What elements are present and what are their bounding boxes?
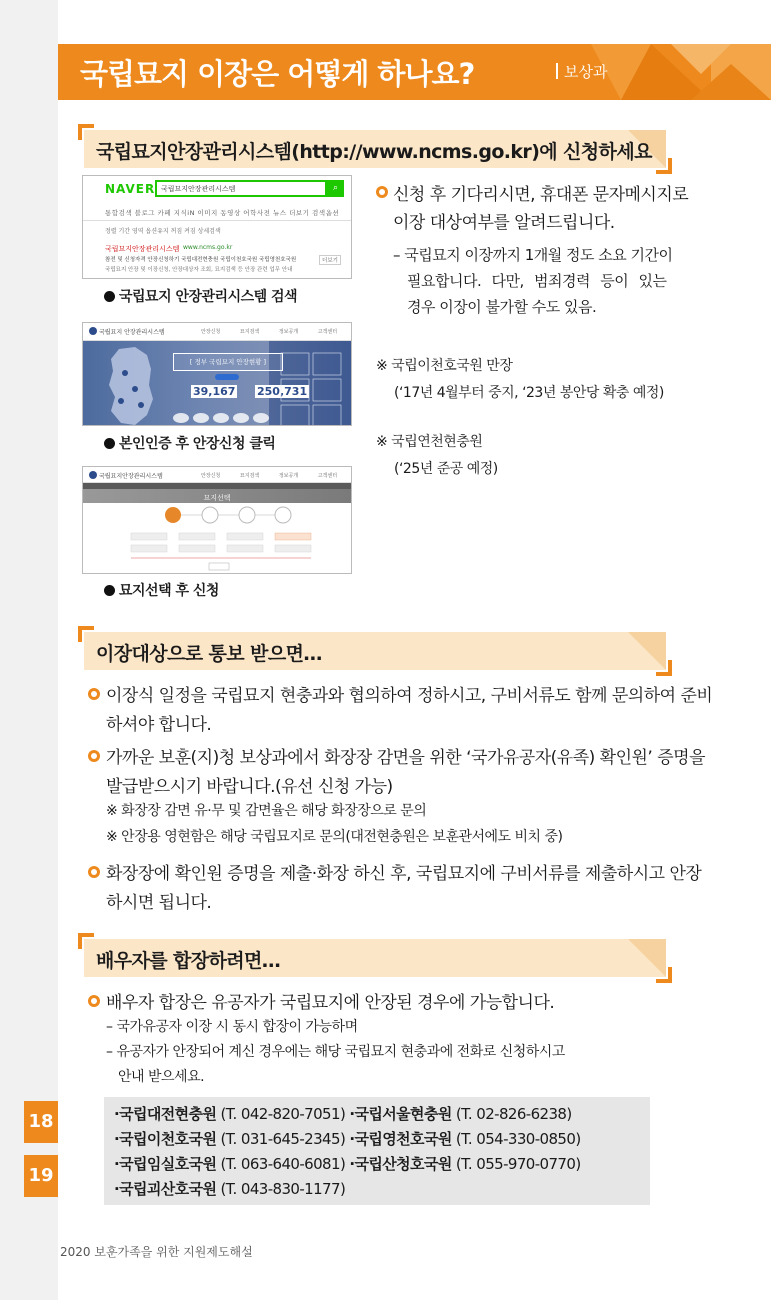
naver-options: 정렬 기간 영역 옵션유지 꺼짐 켜짐 상세검색 — [105, 228, 221, 235]
caption-search: 국립묘지 안장관리시스템 검색 — [104, 286, 297, 306]
contact-phone: (T. 054-330-0850) — [455, 1130, 581, 1148]
ncms-count-2: 250,731 — [257, 385, 308, 398]
contact-row — [114, 1103, 572, 1124]
notify-line-2: 이장 대상여부를 알려드립니다. — [393, 213, 615, 233]
page-title: 국립묘지 이장은 어떻게 하나요? — [80, 57, 475, 91]
contact-row — [114, 1178, 345, 1199]
caption-select: 묘지선택 후 신청 — [104, 580, 219, 600]
contact-list — [104, 1097, 650, 1205]
naver-search-box: 국립묘지안장관리시스템 — [155, 180, 327, 197]
contact-row — [114, 1153, 581, 1174]
certificate-line-1: 가까운 보훈(지)청 보상과에서 화장장 감면을 위한 ‘국가유공자(유족) 확인원’ 증명을 — [106, 748, 705, 768]
banner-decoration — [471, 44, 771, 100]
bullet-icon — [88, 866, 100, 878]
section-heading-text: 국립묘지안장관리시스템(http://www.ncms.go.kr)에 신청하세요 — [96, 141, 652, 163]
contact-phone: (T. 063-640-6081) — [220, 1155, 346, 1173]
submit-line-2: 하시면 됩니다. — [106, 893, 212, 913]
contact-name: ·국립대전현충원 — [114, 1105, 217, 1123]
contact-phone: (T. 042-820-7051) — [220, 1105, 346, 1123]
certificate-line-2: 발급받으시기 바랍니다.(유선 신청 가능) — [106, 777, 393, 797]
page-number-left: 18 — [24, 1101, 58, 1143]
naver-tabs: 통합검색 블로그 카페 지식iN 이미지 동영상 어학사전 뉴스 더보기 검색옵션 — [105, 209, 340, 217]
contact-row — [114, 1128, 581, 1149]
bullet-icon — [88, 688, 100, 700]
select-steps-diagram — [83, 503, 352, 574]
naver-result-desc: 국립묘지 안장 및 이장신청, 안장대상자 조회, 묘지검색 등 안장 관련 업무 안내 — [105, 267, 293, 273]
urn-note: ※ 안장용 영현함은 해당 국립묘지로 문의(대전현충원은 보훈관서에도 비치 중) — [106, 829, 563, 845]
spouse-dash-1: – 국가유공자 이장 시 동시 합장이 가능하며 — [106, 1019, 358, 1035]
ncms-logo-2: 국립묘지안장관리시스템 — [89, 471, 163, 480]
ncms-menu: 안장신청 묘지검색 정보공개 고객센터 — [201, 329, 338, 335]
contact-phone: (T. 031-645-2345) — [220, 1130, 346, 1148]
bullet-icon — [88, 995, 100, 1007]
naver-search-screenshot — [82, 175, 352, 279]
contact-phone: (T. 02-826-6238) — [455, 1105, 572, 1123]
contact-phone: (T. 055-970-0770) — [455, 1155, 581, 1173]
ncms-panel-title: [ 정부 국립묘지 안장현황 ] — [173, 353, 283, 371]
submit-line-1: 화장장에 확인원 증명을 제출·화장 하신 후, 국립묘지에 구비서류를 제출하시고 안장 — [106, 864, 702, 884]
schedule-line-1: 이장식 일정을 국립묘지 현충과와 협의하여 정하시고, 구비서류도 함께 문의하여 준비 — [106, 686, 713, 706]
naver-more-button: 더보기 — [319, 255, 341, 265]
page-number-right: 19 — [24, 1155, 58, 1197]
ncms-quick-links — [173, 411, 273, 425]
department-label: 보상과 — [556, 61, 607, 82]
naver-result-title: 국립묘지안장관리시스템 — [105, 245, 180, 253]
duration-line-3: 경우 이장이 불가할 수도 있음. — [407, 298, 597, 316]
notify-line-1: 신청 후 기다리시면, 휴대폰 문자메시지로 — [393, 185, 689, 205]
title-banner — [58, 44, 771, 100]
ncms-count-1: 39,167 — [193, 385, 236, 398]
crematorium-note: ※ 화장장 감면 유·무 및 감면율은 해당 화장장으로 문의 — [106, 803, 427, 819]
footer-text: 2020 보훈가족을 위한 지원제도해설 — [60, 1245, 253, 1259]
spouse-burial-line: 배우자 합장은 유공자가 국립묘지에 안장된 경우에 가능합니다. — [106, 993, 555, 1013]
note-yeoncheon-2: (‘25년 준공 예정) — [394, 461, 498, 477]
contact-name: ·국립산청호국원 — [349, 1155, 452, 1173]
contact-phone: (T. 043-830-1177) — [220, 1180, 346, 1198]
note-yeoncheon-1: ※ 국립연천현충원 — [376, 434, 483, 450]
spouse-dash-2b: 안내 받으세요. — [118, 1069, 205, 1085]
contact-name: ·국립이천호국원 — [114, 1130, 217, 1148]
naver-logo: NAVER — [105, 182, 156, 196]
bullet-icon — [376, 186, 388, 198]
note-icheon-2: (‘17년 4월부터 중지, ‘23년 봉안당 확충 예정) — [394, 385, 664, 401]
section-heading-notified — [84, 632, 666, 670]
caption-apply: 본인인증 후 안장신청 클릭 — [104, 433, 275, 453]
duration-line-2: 필요합니다. 다만, 범죄경력 등이 있는 — [407, 272, 667, 290]
bullet-icon — [88, 750, 100, 762]
naver-result-url: www.ncms.go.kr — [183, 244, 233, 251]
contact-name: ·국립임실호국원 — [114, 1155, 217, 1173]
schedule-line-2: 하셔야 합니다. — [106, 715, 212, 735]
naver-result-links: 참전 및 신청자격 안장신청하기 국립대전현충원 국립이천호국원 국립영천호국원 — [105, 257, 297, 263]
contact-name: ·국립영천호국원 — [349, 1130, 452, 1148]
ncms-logo: 국립묘지 안장관리시스템 — [89, 327, 165, 336]
spouse-dash-2: – 유공자가 안장되어 계신 경우에는 해당 국립묘지 현충과에 전화로 신청하시고 — [106, 1044, 565, 1060]
section-heading-spouse — [84, 939, 666, 977]
note-icheon-1: ※ 국립이천호국원 만장 — [376, 358, 513, 374]
section-heading-text: 이장대상으로 통보 받으면… — [96, 643, 322, 665]
duration-line-1: – 국립묘지 이장까지 1개월 정도 소요 기간이 — [393, 246, 673, 264]
ncms-select-screenshot — [82, 466, 352, 574]
section-heading-apply — [84, 130, 666, 168]
ncms-menu-2: 안장신청 묘지검색 정보공개 고객센터 — [201, 473, 338, 479]
ncms-main-screenshot — [82, 322, 352, 426]
search-icon: ⌕ — [327, 180, 344, 197]
contact-name: ·국립괴산호국원 — [114, 1180, 217, 1198]
section-heading-text: 배우자를 합장하려면… — [96, 950, 281, 972]
ncms-side-icons — [277, 349, 347, 426]
contact-name: ·국립서울현충원 — [349, 1105, 452, 1123]
korea-map-icon — [91, 345, 171, 426]
select-page-title: 묘지선택 — [203, 494, 231, 502]
